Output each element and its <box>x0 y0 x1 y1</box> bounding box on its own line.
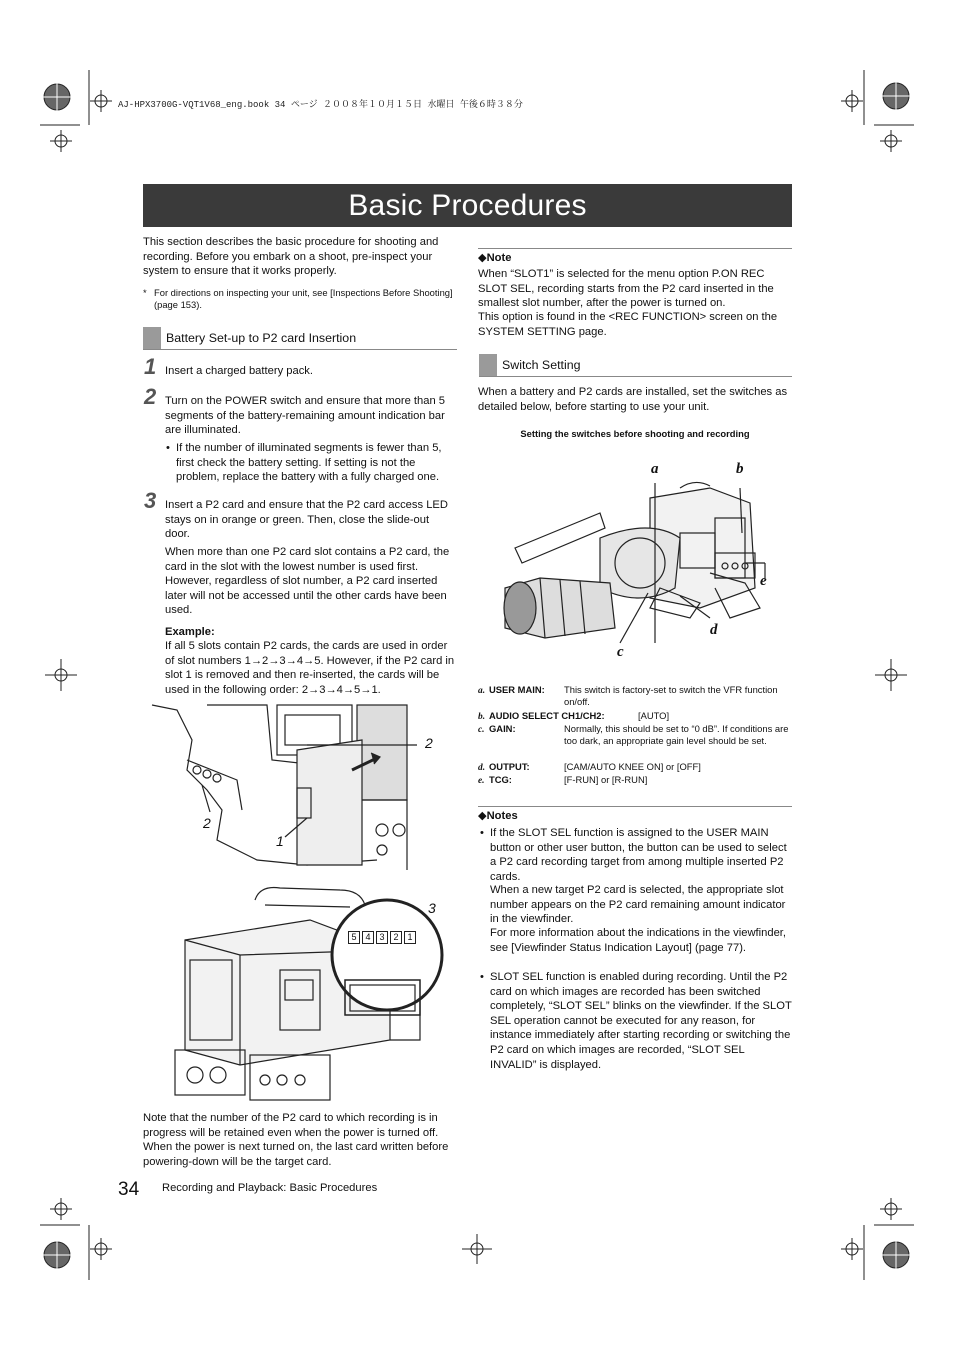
page-title: Basic Procedures <box>348 189 587 222</box>
intro-paragraph: This section describes the basic procedure for shooting and recording. Before you embark on a shoot, pre-inspect your system to ensure that it works properly. <box>143 236 439 278</box>
figure-callout-number: 3 <box>428 900 436 916</box>
slot-number: 1 <box>404 931 416 944</box>
section-title: Battery Set-up to P2 card Insertion <box>166 331 357 345</box>
switch-item-name: OUTPUT: <box>489 761 530 772</box>
section-header-battery <box>143 327 457 350</box>
slot-number: 2 <box>390 931 402 944</box>
step-number: 3 <box>144 488 157 513</box>
notes-item-paragraph: When a new target P2 card is selected, the appropriate slot number appears on the P2 card remaining amount indicator in the viewfinder. <box>490 884 786 926</box>
switch-item-letter: d. <box>478 763 486 773</box>
switch-intro: When a battery and P2 cards are installed, set the switches as detailed below, before starting to use your unit. <box>478 386 788 413</box>
switch-item-letter: c. <box>478 725 485 735</box>
switch-item-name: GAIN: <box>489 723 516 734</box>
step-bullet: • If the number of illuminated segments is fewer than 5, first check the battery setting. If setting is not the problem, replace the battery with a fully charged one. <box>176 441 457 485</box>
switch-item-desc: [AUTO] <box>638 710 670 721</box>
footer-text: Recording and Playback: Basic Procedures <box>162 1182 378 1194</box>
switch-item-name: TCG: <box>489 774 512 785</box>
step-number: 2 <box>144 384 157 409</box>
step-text: Insert a charged battery pack. <box>165 365 314 377</box>
figure-caption: Setting the switches before shooting and recording <box>520 428 750 439</box>
figure-callout-number: 1 <box>276 833 284 849</box>
notes-item-paragraph: For more information about the indications in the viewfinder, see [Viewfinder Status Indication Layout] (page 77). <box>490 927 787 954</box>
switch-item-desc: [CAM/AUTO KNEE ON] or [OFF] <box>564 761 701 772</box>
step-text: Insert a P2 card and ensure that the P2 card access LED stays on in orange or green. Then, close the slide-out door. <box>165 499 448 541</box>
footnote-mark: * <box>143 287 147 298</box>
figure-callout-number: 2 <box>425 735 433 751</box>
step-number: 1 <box>144 354 157 379</box>
switch-item-letter: a. <box>478 686 486 696</box>
figure-callout-number: 2 <box>203 815 211 831</box>
section-header-switch <box>479 354 792 377</box>
figure-letter: c <box>617 644 624 660</box>
switch-item-name: USER MAIN: <box>489 684 545 695</box>
switch-item-name: AUDIO SELECT CH1/CH2: <box>489 710 605 721</box>
note-title: ◆Note <box>478 252 512 264</box>
notes-item: • If the SLOT SEL function is assigned to the USER MAIN button or other user button, the button can be used to select a P2 card recording target from among multiple inserted P2 cards. <box>490 826 792 884</box>
camera-switches-illustration <box>500 478 790 663</box>
figure-letter: b <box>736 461 744 477</box>
switch-item-letter: b. <box>478 712 486 722</box>
example-title: Example: <box>165 626 215 638</box>
footnote: For directions on inspecting your unit, see [Inspections Before Shooting] (page 153). <box>154 287 453 311</box>
notes-item: • SLOT SEL function is enabled during recording. Until the P2 card on which images are recorded has been switched completely, “SLOT SEL” blinks on the viewfinder. If the SLOT SEL operation cannot be executed for any reason, for instance immediately after starting recording or switching the P2 card on which images are recorded, “SLOT SEL INVALID” is displayed. <box>490 970 792 1072</box>
note-text-2: This option is found in the <REC FUNCTION> screen on the SYSTEM SETTING page. <box>478 311 778 338</box>
page-title-bar <box>143 184 792 227</box>
step-text: Turn on the POWER switch and ensure that more than 5 segments of the battery-remaining amount indication bar are illuminated. <box>165 395 446 437</box>
slot-number: 4 <box>362 931 374 944</box>
slot-number-row <box>348 931 416 944</box>
battery-insertion-illustration <box>147 700 447 870</box>
camera-slot-illustration <box>160 880 450 1105</box>
notes-title: ◆Notes <box>478 810 518 822</box>
step-text-2: When more than one P2 card slot contains a P2 card, the card in the slot with the lowest number is used first. However, regardless of slot number, a P2 card inserted later will not be accessed until the other cards have been used. <box>165 546 450 617</box>
note-text: When “SLOT1” is selected for the menu option P.ON REC SLOT SEL, recording starts from the P2 card inserted in the smallest slot number, after the power is turned on. <box>478 268 774 310</box>
switch-item-letter: e. <box>478 776 485 786</box>
slot-number: 5 <box>348 931 360 944</box>
page-number: 34 <box>118 1179 140 1200</box>
switch-item-desc: Normally, this should be set to “0 dB”. If conditions are too dark, an appropriate gain level should be set. <box>564 723 789 747</box>
section-title: Switch Setting <box>502 358 581 372</box>
figure-letter: d <box>710 622 718 638</box>
slot-number: 3 <box>376 931 388 944</box>
divider <box>478 248 792 249</box>
figure-letter: a <box>651 461 659 477</box>
switch-item-desc: This switch is factory-set to switch the VFR function on/off. <box>564 684 778 708</box>
example-text: If all 5 slots contain P2 cards, the cards are used in order of slot numbers 1→2→3→4→5. However, if the P2 card in slot 1 is removed and then re-inserted, the cards will be used in the following order: 2→3→4→5→1. <box>165 640 455 696</box>
divider <box>478 806 792 807</box>
switch-item-desc: [F-RUN] or [R-RUN] <box>564 774 648 785</box>
closing-paragraph: Note that the number of the P2 card to which recording is in progress will be retained even when the power is turned off. When the power is next turned on, the last card written before powering-down will be the target card. <box>143 1112 449 1168</box>
print-header: AJ-HPX3700G-VQT1V68_eng.book 34 ページ ２００８年１０月１５日 水曜日 午後６時３８分 <box>118 100 523 110</box>
figure-letter: e <box>760 573 767 589</box>
